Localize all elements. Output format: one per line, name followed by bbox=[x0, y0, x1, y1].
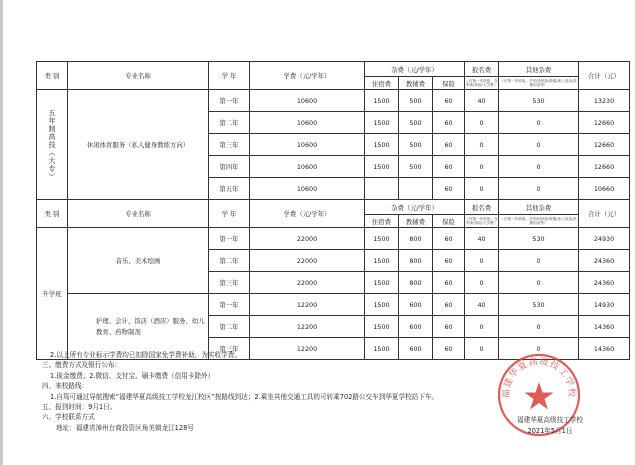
note-line: 2.以上所有专业标示学费均已扣除国家免学费补助，为实收学费。 bbox=[50, 351, 241, 359]
registration-cell: 40 bbox=[465, 90, 499, 112]
registration-cell: 40 bbox=[465, 294, 499, 316]
header-misc: 杂费（元/学年） bbox=[365, 62, 465, 77]
header-other: 其他杂费 bbox=[499, 62, 579, 77]
header-other-note: （仅第一年收取，含军训/体检/校服/床上用品/洗漱用品等） bbox=[499, 77, 579, 90]
accommodation-cell: 1500 bbox=[365, 228, 399, 250]
textbook-cell: 500 bbox=[399, 134, 433, 156]
total-cell: 14930 bbox=[579, 294, 630, 316]
year-cell: 第四年 bbox=[209, 156, 250, 178]
registration-cell: 0 bbox=[465, 156, 499, 178]
insurance-cell: 60 bbox=[433, 250, 465, 272]
major-cell: 音乐、美术绘画 bbox=[68, 228, 209, 294]
header-total: 合计（元） bbox=[579, 200, 630, 228]
header-other: 其他杂费 bbox=[499, 200, 579, 215]
page-edge bbox=[0, 0, 3, 465]
total-cell: 12660 bbox=[579, 156, 630, 178]
insurance-cell: 60 bbox=[433, 228, 465, 250]
header-insurance: 保险 bbox=[433, 215, 465, 228]
textbook-cell: 800 bbox=[399, 272, 433, 294]
other-cell: 0 bbox=[499, 316, 579, 338]
header-accommodation: 住宿费 bbox=[365, 215, 399, 228]
note-address: 地址：福建省漳州台商投资区角美镇龙江128号 bbox=[56, 423, 194, 432]
note-heading: 三、缴费方式及银行公布： bbox=[42, 361, 122, 370]
signature-school: 福建华夏高级技工学校 bbox=[517, 416, 583, 424]
registration-cell: 40 bbox=[465, 228, 499, 250]
total-cell: 14360 bbox=[579, 338, 630, 360]
year-cell: 第五年 bbox=[209, 178, 250, 200]
insurance-cell: 60 bbox=[433, 90, 465, 112]
tuition-cell: 10600 bbox=[250, 178, 365, 200]
header-textbook: 教辅费 bbox=[399, 77, 433, 90]
registration-cell: 0 bbox=[465, 272, 499, 294]
header-year: 学 年 bbox=[209, 62, 250, 90]
year-cell: 第一年 bbox=[209, 90, 250, 112]
registration-cell: 0 bbox=[465, 178, 499, 200]
other-cell: 0 bbox=[499, 338, 579, 360]
accommodation-cell: 1500 bbox=[365, 156, 399, 178]
tuition-cell: 22000 bbox=[250, 250, 365, 272]
year-cell: 第三年 bbox=[209, 338, 250, 360]
header-registration: 报名费 bbox=[465, 62, 499, 77]
note-line: 1.现金缴费；2.微信、支付宝、刷卡缴费（信用卡除外） bbox=[50, 371, 215, 380]
header-registration-note: （仅第一年收取，含军训/体检/入学费） bbox=[465, 215, 499, 228]
insurance-cell: 60 bbox=[433, 134, 465, 156]
other-cell: 530 bbox=[499, 294, 579, 316]
textbook-cell: 500 bbox=[399, 112, 433, 134]
tuition-cell: 12200 bbox=[250, 338, 365, 360]
header-major: 专业名称 bbox=[68, 200, 209, 228]
tuition-cell: 10600 bbox=[250, 156, 365, 178]
total-cell: 24360 bbox=[579, 272, 630, 294]
accommodation-cell: 1500 bbox=[365, 250, 399, 272]
tuition-cell: 10600 bbox=[250, 112, 365, 134]
insurance-cell: 60 bbox=[433, 316, 465, 338]
insurance-cell: 60 bbox=[433, 338, 465, 360]
insurance-cell: 60 bbox=[433, 156, 465, 178]
tuition-cell: 22000 bbox=[250, 272, 365, 294]
other-cell: 530 bbox=[499, 90, 579, 112]
notes-section bbox=[42, 350, 438, 433]
insurance-cell: 60 bbox=[433, 294, 465, 316]
year-cell: 第三年 bbox=[209, 272, 250, 294]
header-category: 类 别 bbox=[37, 200, 68, 228]
total-cell: 13230 bbox=[579, 90, 630, 112]
accommodation-cell: 1500 bbox=[365, 134, 399, 156]
header-accommodation: 住宿费 bbox=[365, 77, 399, 90]
header-registration: 报名费 bbox=[465, 200, 499, 215]
other-cell: 0 bbox=[499, 112, 579, 134]
header-category: 类 别 bbox=[37, 62, 68, 90]
fee-table-advancement bbox=[36, 199, 630, 360]
note-heading: 四、来校路线： bbox=[42, 382, 89, 391]
signature-block bbox=[500, 415, 600, 437]
year-cell: 第一年 bbox=[209, 228, 250, 250]
category-cell: 升学班 bbox=[37, 228, 68, 360]
other-cell: 0 bbox=[499, 250, 579, 272]
registration-cell: 0 bbox=[465, 250, 499, 272]
accommodation-cell: 1500 bbox=[365, 294, 399, 316]
fee-table-five-year bbox=[36, 61, 630, 200]
insurance-cell: 60 bbox=[433, 112, 465, 134]
total-cell: 24930 bbox=[579, 228, 630, 250]
other-cell: 530 bbox=[499, 228, 579, 250]
note-heading: 六、学校联系方式 bbox=[42, 413, 95, 422]
header-misc: 杂费（元/学年） bbox=[365, 200, 465, 215]
textbook-cell: 500 bbox=[399, 156, 433, 178]
textbook-cell: 800 bbox=[399, 228, 433, 250]
registration-cell: 0 bbox=[465, 316, 499, 338]
other-cell: 0 bbox=[499, 178, 579, 200]
tuition-cell: 22000 bbox=[250, 228, 365, 250]
accommodation-cell: 1500 bbox=[365, 112, 399, 134]
accommodation-cell bbox=[365, 178, 399, 200]
note-line: 1.自驾可通过导航搜索“福建华夏高级技工学校龙江校区”按路线到达；2.乘坐其他交通工具的可转乘702路公交车到华夏学校站下车。 bbox=[50, 392, 439, 401]
signature-date: 2021年5月1日 bbox=[527, 427, 573, 435]
tuition-cell: 10600 bbox=[250, 90, 365, 112]
registration-cell: 0 bbox=[465, 338, 499, 360]
registration-cell: 0 bbox=[465, 134, 499, 156]
category-cell bbox=[37, 90, 68, 200]
insurance-cell: 60 bbox=[433, 272, 465, 294]
table-row bbox=[37, 228, 630, 250]
year-cell: 第二年 bbox=[209, 112, 250, 134]
textbook-cell: 600 bbox=[399, 316, 433, 338]
textbook-cell bbox=[399, 178, 433, 200]
header-year: 学 年 bbox=[209, 200, 250, 228]
other-cell: 0 bbox=[499, 156, 579, 178]
textbook-cell: 800 bbox=[399, 250, 433, 272]
accommodation-cell: 1500 bbox=[365, 272, 399, 294]
textbook-cell: 500 bbox=[399, 90, 433, 112]
year-cell: 第三年 bbox=[209, 134, 250, 156]
tuition-cell: 12200 bbox=[250, 316, 365, 338]
header-registration-note: （仅第一年收取，含军训/体检/入学费） bbox=[465, 77, 499, 90]
textbook-cell: 600 bbox=[399, 294, 433, 316]
header-major: 专业名称 bbox=[68, 62, 209, 90]
header-total: 合计（元） bbox=[579, 62, 630, 90]
header-tuition: 学费（元/学年） bbox=[250, 200, 365, 228]
table-row bbox=[37, 90, 630, 112]
year-cell: 第二年 bbox=[209, 250, 250, 272]
tuition-cell: 12200 bbox=[250, 294, 365, 316]
accommodation-cell: 1500 bbox=[365, 316, 399, 338]
accommodation-cell: 1500 bbox=[365, 90, 399, 112]
total-cell: 10660 bbox=[579, 178, 630, 200]
category-label: 五年制高技（大专） bbox=[48, 108, 56, 181]
note-heading: 五、报到时间：9月1日。 bbox=[42, 403, 117, 412]
other-cell: 0 bbox=[499, 272, 579, 294]
total-cell: 14360 bbox=[579, 316, 630, 338]
insurance-cell: 60 bbox=[433, 178, 465, 200]
header-textbook: 教辅费 bbox=[399, 215, 433, 228]
textbook-cell: 600 bbox=[399, 338, 433, 360]
other-cell: 0 bbox=[499, 134, 579, 156]
total-cell: 12660 bbox=[579, 112, 630, 134]
total-cell: 12660 bbox=[579, 134, 630, 156]
seal-text: 福建华夏高级技工学校 bbox=[501, 356, 577, 399]
year-cell: 第一年 bbox=[209, 294, 250, 316]
table-row bbox=[37, 294, 630, 316]
total-cell: 24360 bbox=[579, 250, 630, 272]
registration-cell: 0 bbox=[465, 112, 499, 134]
major-cell: 护理、会计、饭店（酒店）服务、幼儿教育、药物制剂 bbox=[68, 294, 209, 360]
major-cell: 休闲体育服务（私人健身教练方向） bbox=[68, 90, 209, 200]
header-other-note: （仅第一年收取，含军训/体检/校服/床上用品/洗漱用品等） bbox=[499, 215, 579, 228]
year-cell: 第二年 bbox=[209, 316, 250, 338]
header-tuition: 学费（元/学年） bbox=[250, 62, 365, 90]
header-insurance: 保险 bbox=[433, 77, 465, 90]
tuition-cell: 10600 bbox=[250, 134, 365, 156]
accommodation-cell: 1500 bbox=[365, 338, 399, 360]
